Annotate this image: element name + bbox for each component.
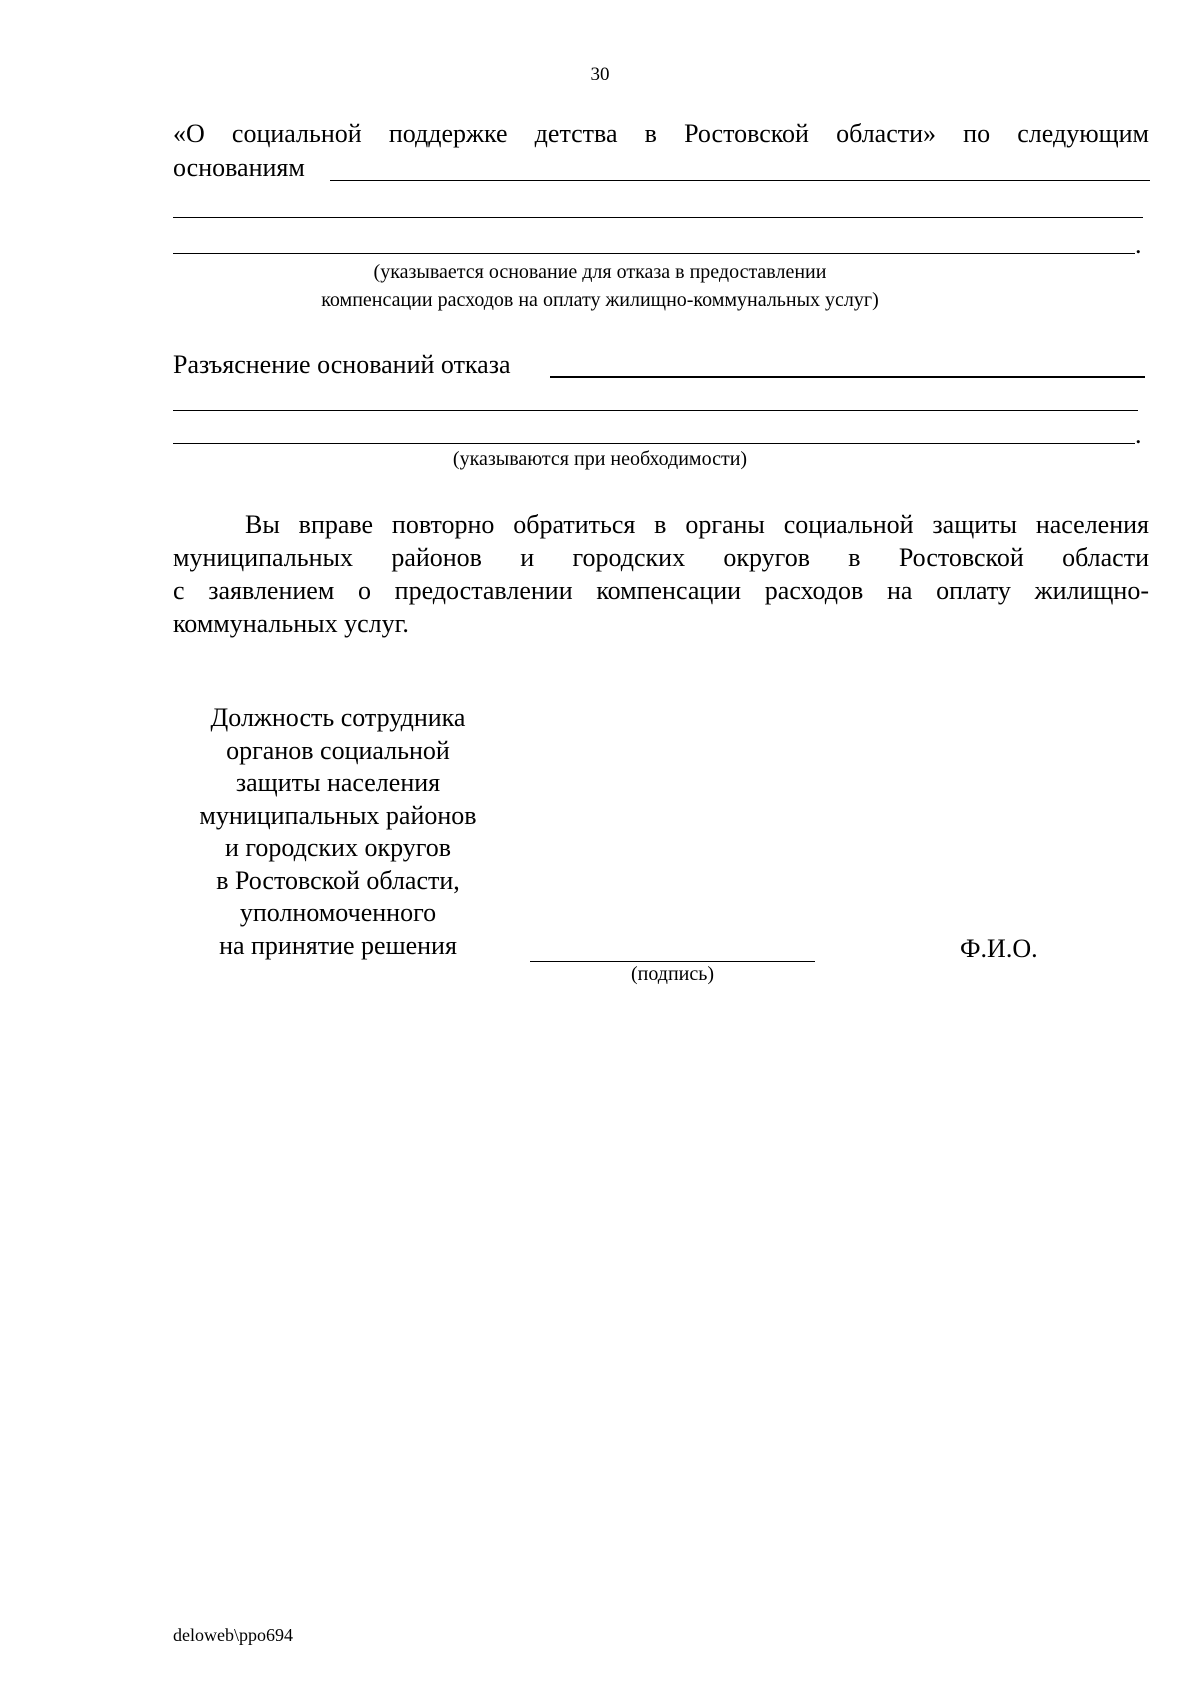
explanation-caption: (указываются при необходимости) xyxy=(452,448,748,470)
refusal-intro-line: «О социальной поддержке детства в Ростовской области» по следующим xyxy=(173,119,1149,148)
signature-blank-line xyxy=(530,961,815,962)
reapply-line-4: коммунальных услуг. xyxy=(173,609,409,638)
signature-caption: (подпись) xyxy=(630,963,715,985)
grounds-blank-line-1 xyxy=(330,180,1150,181)
explanation-blank-line-3 xyxy=(173,443,1135,444)
explanation-blank-line-1 xyxy=(550,376,1145,378)
full-name-label: Ф.И.О. xyxy=(960,934,1038,963)
grounds-end-mark: . xyxy=(1135,230,1142,259)
position-line: на принятие решения xyxy=(219,930,457,960)
position-line: муниципальных районов xyxy=(199,800,477,830)
explanation-blank-line-2 xyxy=(173,410,1138,411)
position-line: защиты населения xyxy=(235,768,441,797)
page-number: 30 xyxy=(590,64,610,85)
position-line: уполномоченного xyxy=(239,898,437,927)
reapply-line-3: с заявлением о предоставлении компенсации расходов на оплату жилищно- xyxy=(173,576,1149,605)
grounds-caption-line-1: (указывается основание для отказа в предоставлении xyxy=(373,261,827,283)
position-line: в Ростовской области, xyxy=(216,865,460,895)
position-line: Должность сотрудника xyxy=(210,703,466,732)
grounds-blank-line-2 xyxy=(173,217,1143,218)
explanation-end-mark: . xyxy=(1135,420,1142,449)
grounds-blank-line-3 xyxy=(173,253,1135,254)
position-line: и городских округов xyxy=(224,833,452,862)
grounds-label: основаниям xyxy=(173,153,305,182)
explanation-label: Разъяснение оснований отказа xyxy=(173,350,511,379)
reapply-line-2: муниципальных районов и городских округов в Ростовской области xyxy=(173,543,1149,572)
document-footer-code: deloweb\ppo694 xyxy=(173,1625,293,1645)
official-position-block xyxy=(168,702,508,962)
grounds-caption-line-2: компенсации расходов на оплату жилищно-коммунальных услуг) xyxy=(321,289,879,311)
reapply-line-1: Вы вправе повторно обратиться в органы социальной защиты населения xyxy=(245,510,1149,539)
position-line: органов социальной xyxy=(226,735,450,765)
